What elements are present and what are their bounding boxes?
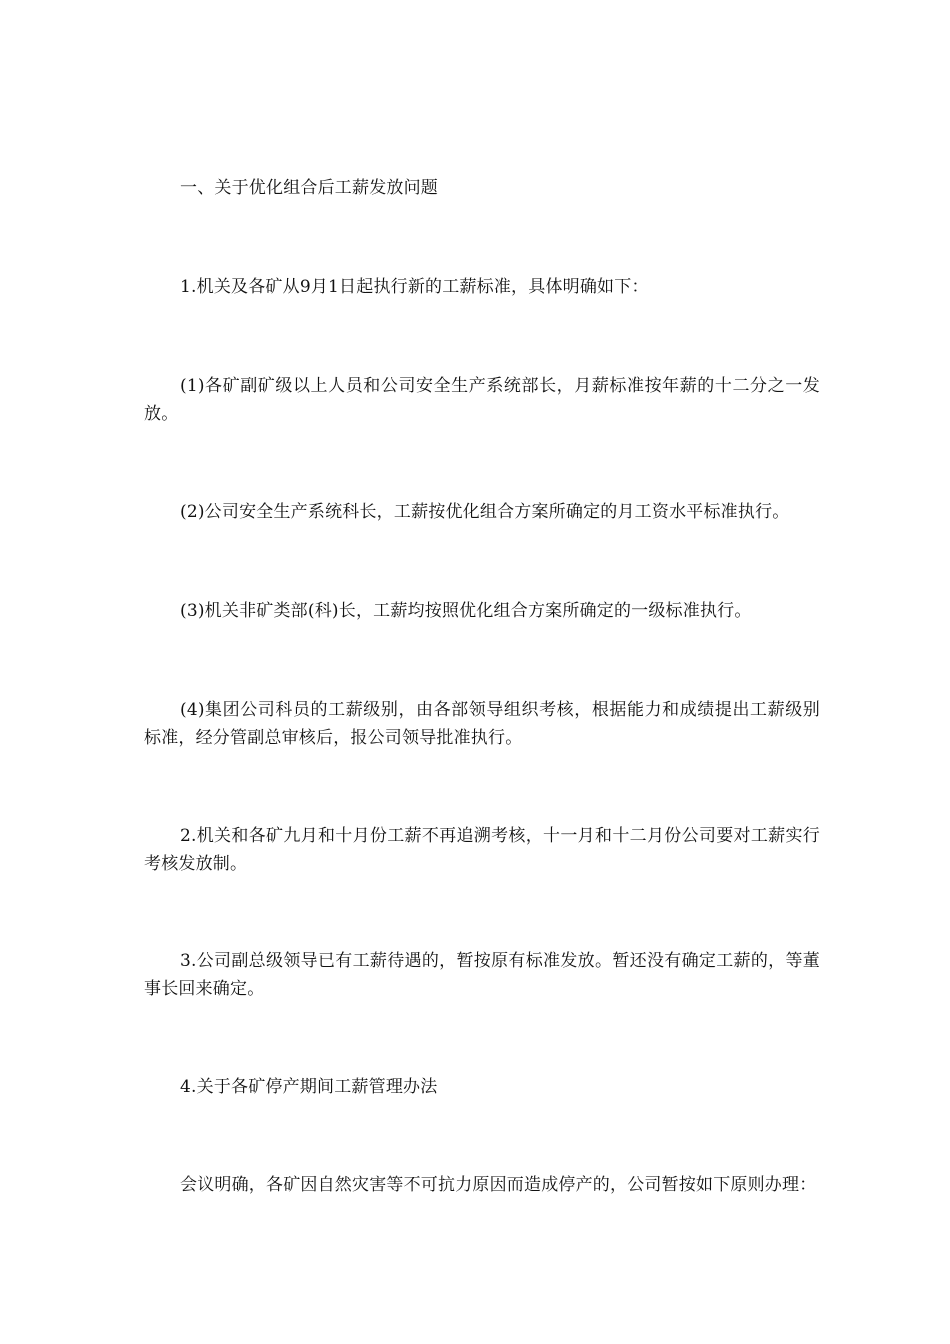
paragraph-item-2: 2.机关和各矿九月和十月份工薪不再追溯考核，十一月和十二月份公司要对工薪实行考核发放制。	[144, 826, 820, 874]
paragraph-item-3: 3.公司副总级领导已有工薪待遇的，暂按原有标准发放。暂还没有确定工薪的，等董事长回来确定。	[144, 951, 820, 999]
paragraph-item-4: 4.关于各矿停产期间工薪管理办法	[180, 1077, 438, 1097]
paragraph-item-1: 1.机关及各矿从9月1日起执行新的工薪标准，具体明确如下：	[180, 277, 649, 297]
section-heading: 一、关于优化组合后工薪发放问题	[180, 178, 438, 198]
paragraph-subitem-3: (3)机关非矿类部(科)长，工薪均按照优化组合方案所确定的一级标准执行。	[180, 601, 752, 621]
paragraph-meeting: 会议明确，各矿因自然灾害等不可抗力原因而造成停产的，公司暂按如下原则办理：	[180, 1175, 817, 1195]
paragraph-subitem-4: (4)集团公司科员的工薪级别，由各部领导组织考核，根据能力和成绩提出工薪级别标准，经分管副总审核后，报公司领导批准执行。	[144, 700, 820, 748]
paragraph-subitem-2: (2)公司安全生产系统科长，工薪按优化组合方案所确定的月工资水平标准执行。	[180, 502, 790, 522]
paragraph-subitem-1: (1)各矿副矿级以上人员和公司安全生产系统部长，月薪标准按年薪的十二分之一发放。	[144, 376, 820, 424]
